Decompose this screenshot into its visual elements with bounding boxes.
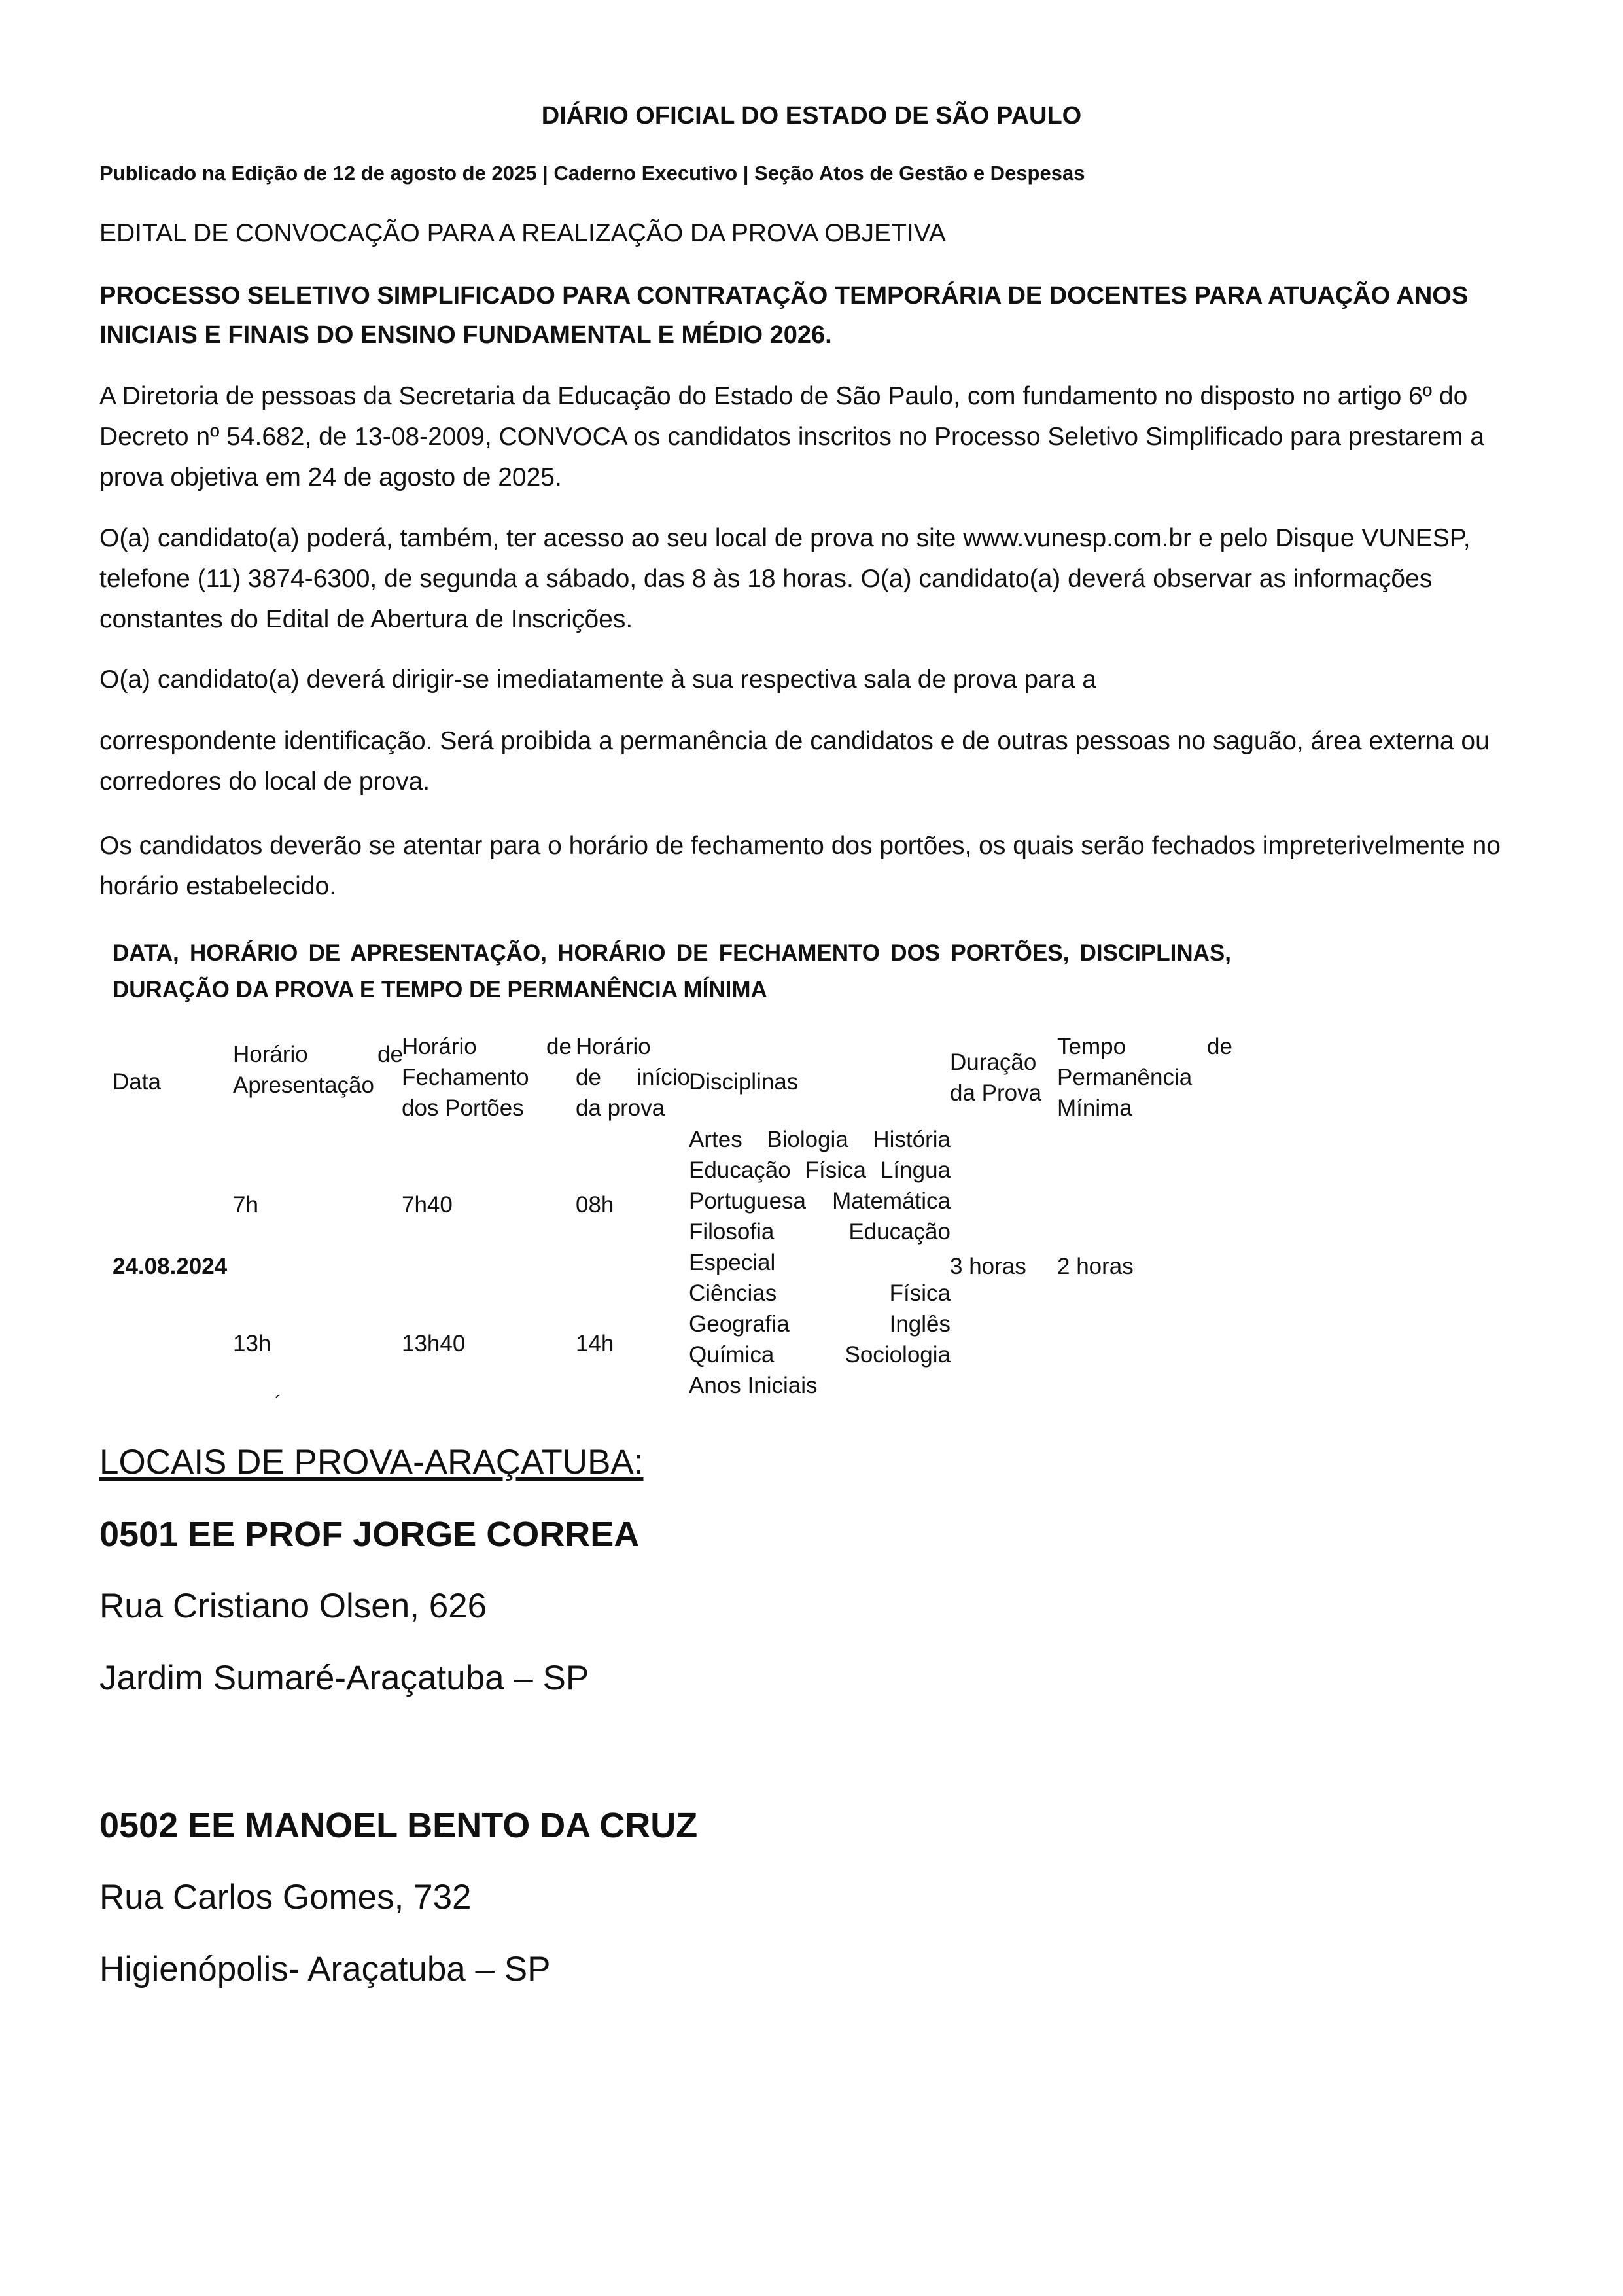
- disciplinas-line: Química Sociologia: [689, 1342, 951, 1368]
- disciplinas-list: [689, 1124, 951, 1401]
- disciplinas-line: Filosofia Educação: [689, 1219, 951, 1245]
- row-2-apresentacao: 13h: [233, 1331, 271, 1356]
- header-data: Data: [113, 1069, 161, 1095]
- disciplinas-line: Especial: [689, 1250, 776, 1275]
- paragraph-convocation: A Diretoria de pessoas da Secretaria da Educação do Estado de São Paulo, com fundamento no disposto no artigo 6º do Decreto nº 54.682, de 13-08-2009, CONVOCA os candidatos inscritos no Processo Seletivo Simplificado para prestarem a prova objetiva em 24 de agosto de 2025.: [99, 382, 1485, 491]
- header-apresentacao-line-2: Apresentação: [233, 1072, 374, 1098]
- row-1-apresentacao: 7h: [233, 1192, 258, 1218]
- publication-line: Publicado na Edição de 12 de agosto de 2025 | Caderno Executivo | Seção Atos de Gestão e Despesas: [99, 162, 1085, 185]
- header-apresentacao-line-1: Horário de: [233, 1042, 403, 1067]
- header-inicio-line-3: da prova: [576, 1095, 665, 1121]
- row-1-inicio: 08h: [576, 1192, 614, 1218]
- school-name: 0502 EE MANOEL BENTO DA CRUZ: [99, 1806, 698, 1845]
- header-permanencia-line-1: Tempo de: [1057, 1034, 1232, 1059]
- header-inicio-line-1: Horário: [576, 1034, 651, 1059]
- paragraph-identification: correspondente identificação. Será proibida a permanência de candidatos e de outras pessoas no saguão, área externa ou corredores do local de prova.: [99, 727, 1490, 796]
- process-title: PROCESSO SELETIVO SIMPLIFICADO PARA CONTRATAÇÃO TEMPORÁRIA DE DOCENTES PARA ATUAÇÃO ANOS INICIAIS E FINAIS DO ENSINO FUNDAMENTAL E MÉDIO 2026.: [99, 282, 1469, 349]
- school-street: Rua Carlos Gomes, 732: [99, 1878, 472, 1916]
- header-duracao: [950, 1047, 1041, 1108]
- stray-mark: ´: [275, 1392, 281, 1414]
- header-duracao-line-1: Duração: [950, 1050, 1037, 1075]
- school-street: Rua Cristiano Olsen, 626: [99, 1587, 487, 1625]
- school-district: Jardim Sumaré-Araçatuba – SP: [99, 1659, 589, 1697]
- disciplinas-line: Geografia Inglês: [689, 1311, 951, 1337]
- header-inicio: [576, 1031, 690, 1123]
- masthead-title: DIÁRIO OFICIAL DO ESTADO DE SÃO PAULO: [541, 102, 1082, 130]
- exam-date: 24.08.2024: [113, 1254, 228, 1279]
- row-1-fechamento: 7h40: [402, 1192, 453, 1218]
- disciplinas-line: Portuguesa Matemática: [689, 1188, 951, 1214]
- paragraph-gate-closing: Os candidatos deverão se atentar para o horário de fechamento dos portões, os quais serão fechados impreterivelmente no horário estabelecido.: [99, 832, 1501, 900]
- header-permanencia-line-2: Permanência: [1057, 1065, 1193, 1090]
- school-district: Higienópolis- Araçatuba – SP: [99, 1950, 551, 1988]
- header-disciplinas: Disciplinas: [689, 1069, 799, 1095]
- minimum-stay: 2 horas: [1057, 1254, 1134, 1279]
- header-fechamento-line-2: Fechamento: [402, 1065, 529, 1090]
- header-permanencia-line-3: Mínima: [1057, 1095, 1132, 1121]
- row-2-fechamento: 13h40: [402, 1331, 466, 1356]
- schedule-title-line-2: DURAÇÃO DA PROVA E TEMPO DE PERMANÊNCIA MÍNIMA: [113, 977, 767, 1002]
- schedule-title: [113, 935, 1231, 1008]
- disciplinas-line: Anos Iniciais: [689, 1373, 818, 1398]
- disciplinas-line: Ciências Física: [689, 1280, 951, 1306]
- header-apresentacao: [233, 1039, 403, 1101]
- schedule-title-line-1: DATA, HORÁRIO DE APRESENTAÇÃO, HORÁRIO DE FECHAMENTO DOS PORTÕES, DISCIPLINAS,: [113, 940, 1231, 966]
- paragraph-vunesp-info: O(a) candidato(a) poderá, também, ter acesso ao seu local de prova no site www.vunesp.com.br e pelo Disque VUNESP, telefone (11) 3874-6300, de segunda a sábado, das 8 às 18 horas. O(a) candidato(a) deverá observar as informações constantes do Edital de Abertura de Inscrições.: [99, 524, 1471, 633]
- locais-title: LOCAIS DE PROVA-ARAÇATUBA:: [99, 1443, 644, 1481]
- disciplinas-line: Artes Biologia História: [689, 1127, 951, 1152]
- header-fechamento: [402, 1031, 572, 1123]
- exam-duration: 3 horas: [950, 1254, 1026, 1279]
- header-inicio-line-2: de início: [576, 1065, 690, 1090]
- school-name: 0501 EE PROF JORGE CORREA: [99, 1515, 640, 1554]
- header-duracao-line-2: da Prova: [950, 1080, 1042, 1106]
- edital-title: EDITAL DE CONVOCAÇÃO PARA A REALIZAÇÃO DA PROVA OBJETIVA: [99, 219, 946, 247]
- row-2-inicio: 14h: [576, 1331, 614, 1356]
- header-permanencia: [1057, 1031, 1232, 1123]
- paragraph-room-instruction: O(a) candidato(a) deverá dirigir-se imediatamente à sua respectiva sala de prova para a: [99, 665, 1096, 694]
- disciplinas-line: Educação Física Língua: [689, 1157, 951, 1183]
- header-fechamento-line-3: dos Portões: [402, 1095, 524, 1121]
- header-fechamento-line-1: Horário de: [402, 1034, 572, 1059]
